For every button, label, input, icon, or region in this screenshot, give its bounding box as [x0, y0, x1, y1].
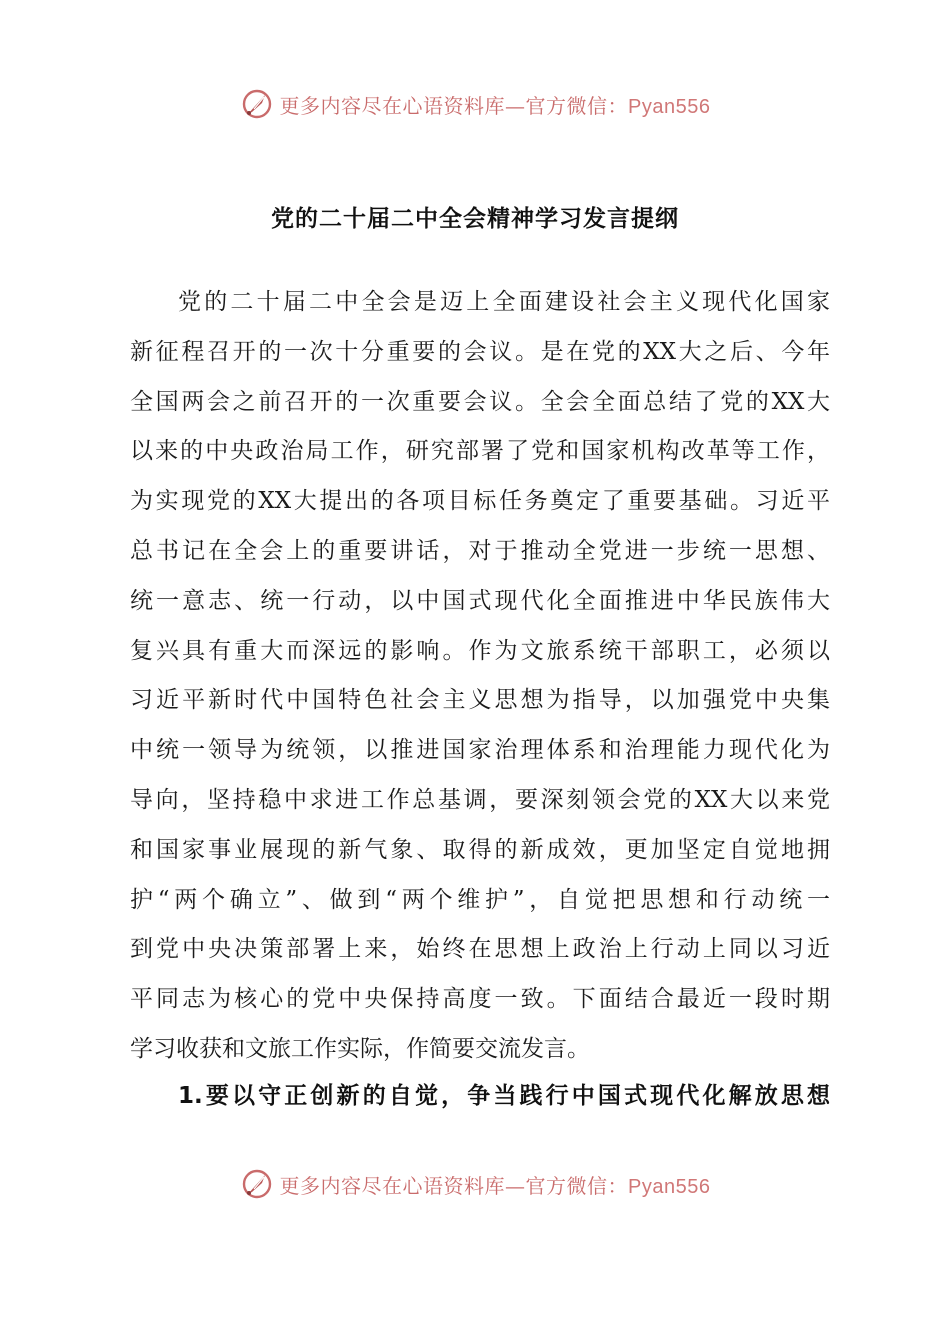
quill-logo-icon — [240, 87, 274, 121]
paragraph-line: 新征程召开的一次十分重要的会议。是在党的XX大之后、今年 — [130, 338, 830, 365]
paragraph-line: 党的二十届二中全会是迈上全面建设社会主义现代化国家 — [178, 289, 830, 315]
banner-wechat-id: Pyan556 — [628, 95, 711, 118]
banner-text — [280, 90, 711, 119]
header-banner — [0, 84, 950, 124]
banner-text-cn: 更多内容尽在心语资料库—官方微信： — [279, 1173, 629, 1198]
body-paragraph — [130, 278, 830, 1075]
paragraph-line: 和国家事业展现的新气象、取得的新成效，更加坚定自觉地拥 — [130, 836, 830, 863]
banner-text-cn: 更多内容尽在心语资料库—官方微信： — [279, 93, 629, 118]
paragraph-line: 统一意志、统一行动，以中国式现代化全面推进中华民族伟大 — [130, 587, 830, 614]
paragraph-line: 复兴具有重大而深远的影响。作为文旅系统干部职工，必须以 — [130, 637, 830, 664]
banner-wechat-id: Pyan556 — [628, 1175, 711, 1198]
section-heading-1: 1.要以守正创新的自觉，争当践行中国式现代化解放思想 — [178, 1083, 830, 1109]
document-title: 党的二十届二中全会精神学习发言提纲 — [271, 206, 679, 232]
paragraph-line: 全国两会之前召开的一次重要会议。全会全面总结了党的XX大 — [130, 388, 830, 415]
banner-text — [280, 1170, 711, 1199]
paragraph-line: 中统一领导为统领，以推进国家治理体系和治理能力现代化为 — [130, 737, 830, 764]
footer-banner — [0, 1164, 950, 1204]
paragraph-line: 总书记在全会上的重要讲话，对于推动全党进一步统一思想、 — [130, 537, 830, 564]
paragraph-line: 为实现党的XX大提出的各项目标任务奠定了重要基础。习近平 — [130, 488, 830, 515]
paragraph-line: 到党中央决策部署上来，始终在思想上政治上行动上同以习近 — [130, 936, 830, 963]
paragraph-line: 习近平新时代中国特色社会主义思想为指导，以加强党中央集 — [130, 687, 830, 714]
paragraph-line: 护“两个确立”、做到“两个维护”，自觉把思想和行动统一 — [130, 886, 830, 913]
paragraph-line: 以来的中央政治局工作，研究部署了党和国家机构改革等工作， — [130, 438, 830, 465]
quill-logo-icon — [240, 1167, 274, 1201]
paragraph-line: 导向，坚持稳中求进工作总基调，要深刻领会党的XX大以来党 — [130, 786, 830, 813]
paragraph-line: 平同志为核心的党中央保持高度一致。下面结合最近一段时期 — [130, 986, 830, 1013]
paragraph-line: 学习收获和文旅工作实际，作简要交流发言。 — [130, 1035, 590, 1062]
